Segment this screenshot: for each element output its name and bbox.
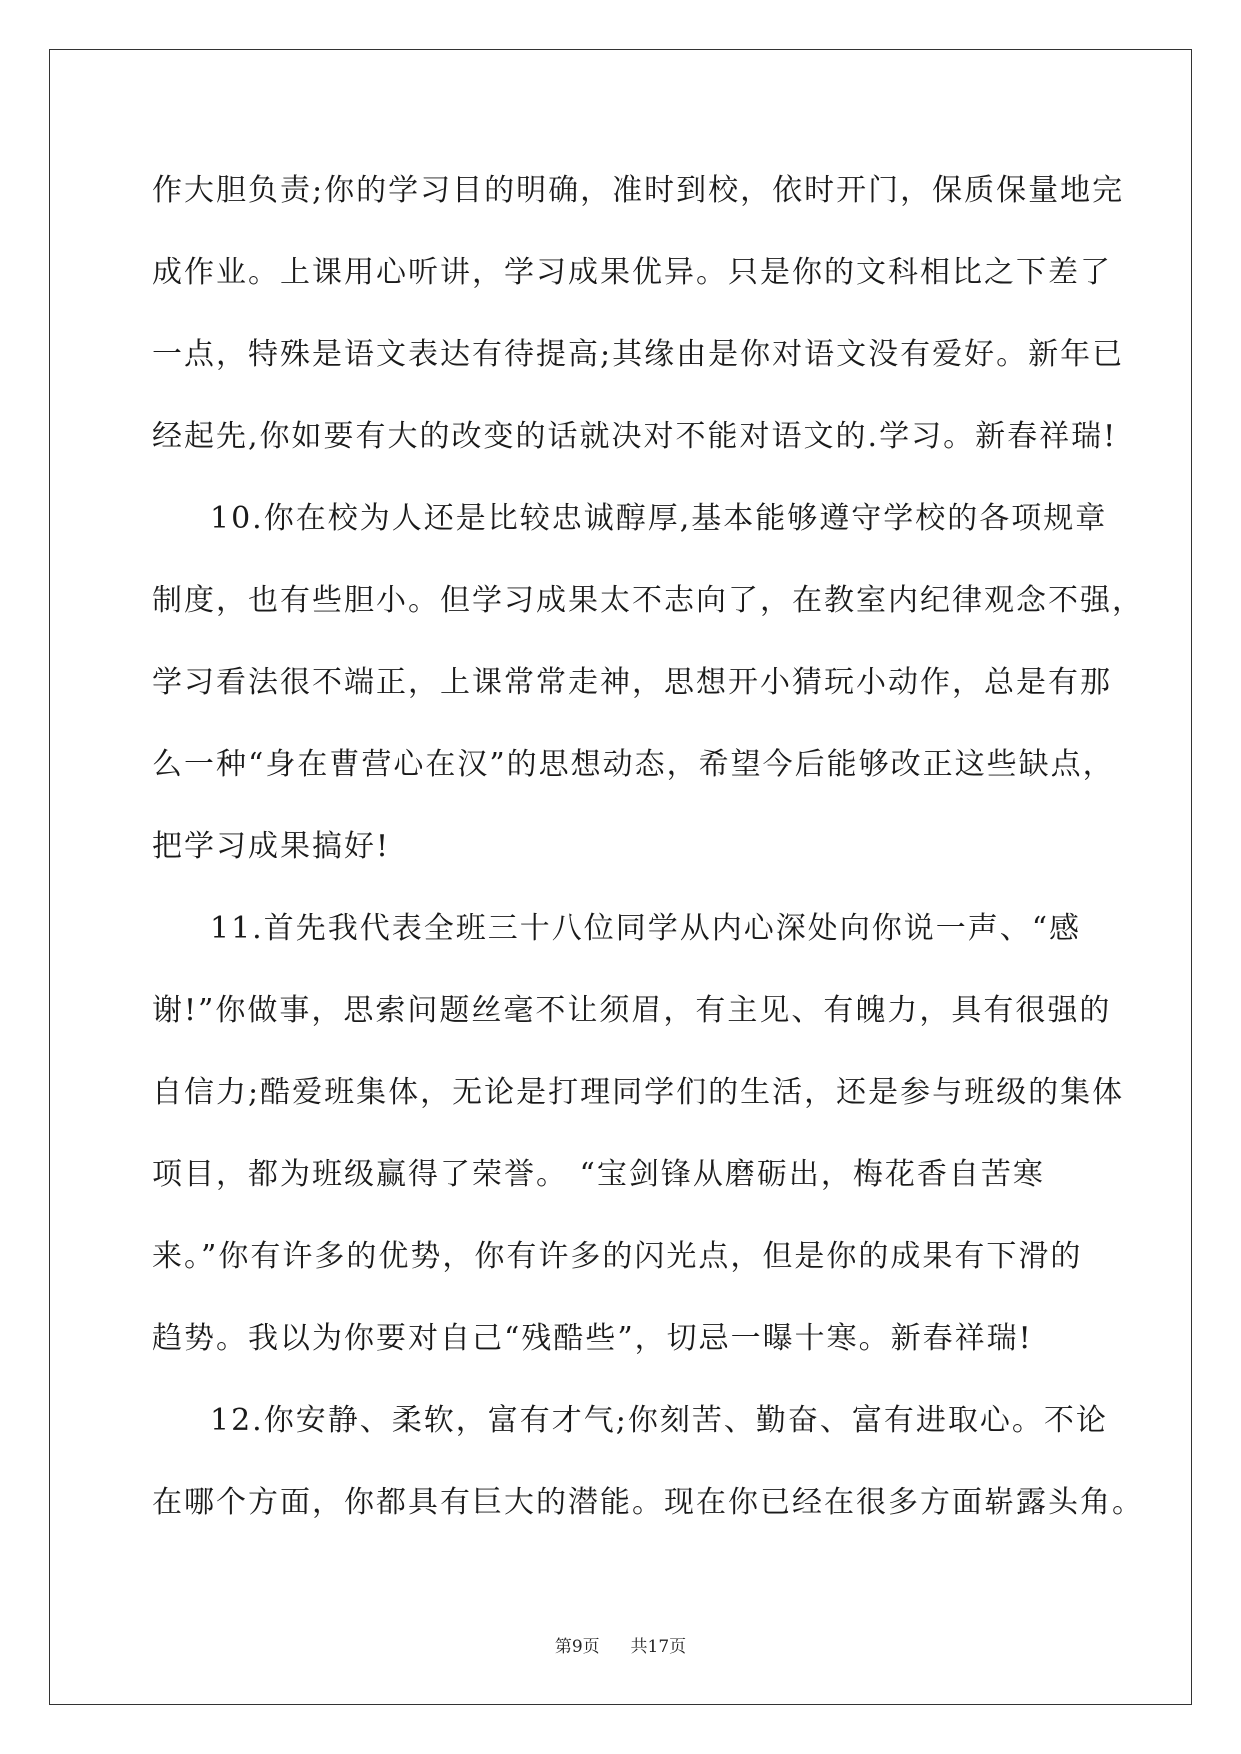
text-line: 把学习成果搞好! xyxy=(152,829,391,864)
paragraph-start-line: 12.你安静、柔软，富有才气;你刻苦、勤奋、富有进取心。不论 xyxy=(210,1403,1108,1438)
page-total: 共17页 xyxy=(630,1637,687,1657)
text-line: 一点，特殊是语文表达有待提高;其缘由是你对语文没有爱好。新年已 xyxy=(152,337,1125,372)
text-line: 作大胆负责;你的学习目的明确，准时到校，依时开门，保质保量地完 xyxy=(152,173,1125,208)
text-line: 项目，都为班级赢得了荣誉。 “宝剑锋从磨砺出，梅花香自苦寒 xyxy=(152,1157,1045,1192)
text-line: 学习看法很不端正，上课常常走神，思想开小猜玩小动作，总是有那 xyxy=(152,665,1112,700)
text-line: 么一种“身在曹营心在汉”的思想动态，希望今后能够改正这些缺点， xyxy=(152,747,1115,782)
text-line: 自信力;酷爱班集体，无论是打理同学们的生活，还是参与班级的集体 xyxy=(152,1075,1125,1110)
paragraph-start-line: 11.首先我代表全班三十八位同学从内心深处向你说一声、“感 xyxy=(210,911,1082,946)
text-line: 在哪个方面，你都具有巨大的潜能。现在你已经在很多方面崭露头角。 xyxy=(152,1485,1144,1520)
text-line: 来。”你有许多的优势，你有许多的闪光点，但是你的成果有下滑的 xyxy=(152,1239,1083,1274)
page-number: 第9页 xyxy=(554,1637,600,1657)
text-line: 成作业。上课用心听讲，学习成果优异。只是你的文科相比之下差了 xyxy=(152,255,1112,290)
text-line: 制度，也有些胆小。但学习成果太不志向了，在教室内纪律观念不强， xyxy=(152,583,1144,618)
text-line: 经起先,你如要有大的改变的话就决对不能对语文的.学习。新春祥瑞! xyxy=(152,419,1118,454)
text-line: 趋势。我以为你要对自己“残酷些”，切忌一曝十寒。新春祥瑞! xyxy=(152,1321,1033,1356)
paragraph-start-line: 10.你在校为人还是比较忠诚醇厚,基本能够遵守学校的各项规章 xyxy=(210,501,1108,536)
document-body xyxy=(152,160,1144,1554)
text-line: 谢!”你做事，思索问题丝毫不让须眉，有主见、有魄力，具有很强的 xyxy=(152,993,1112,1028)
page-footer xyxy=(0,1632,1241,1657)
